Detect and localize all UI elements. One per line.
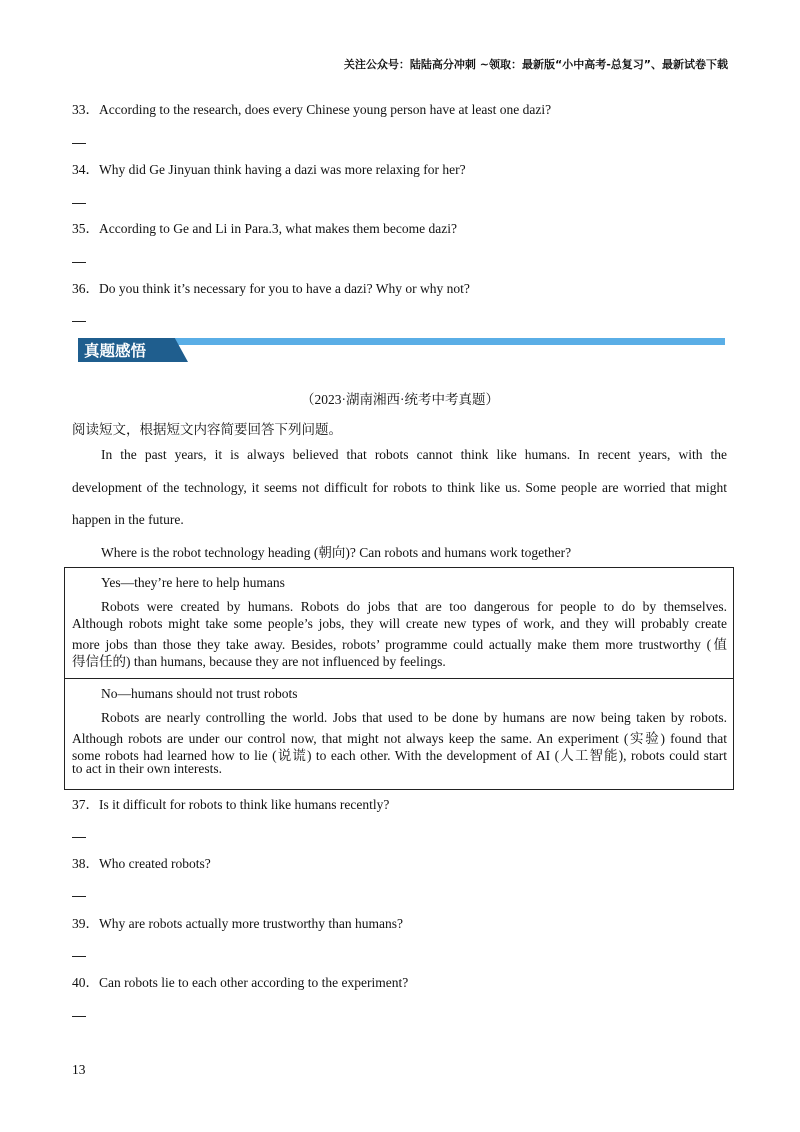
box-no-line-4: to act in their own interests. xyxy=(72,761,222,776)
box-yes-line-4: 得信任的) than humans, because they are not influenced by feelings. xyxy=(72,654,446,669)
box-yes-title: Yes—they’re here to help humans xyxy=(101,575,285,590)
answer-line-40[interactable] xyxy=(72,1016,86,1017)
question-38: 38．Who created robots? xyxy=(72,856,211,871)
intro-line-2: development of the technology, it seems not difficult for robots to think like us. Some people are worried that might xyxy=(72,480,727,495)
page-number: 13 xyxy=(72,1062,86,1077)
answer-line-33[interactable] xyxy=(72,143,86,144)
answer-line-37[interactable] xyxy=(72,837,86,838)
section-banner xyxy=(78,338,725,362)
box-no-title: No—humans should not trust robots xyxy=(101,686,298,701)
question-35: 35．According to Ge and Li in Para.3, what makes them become dazi? xyxy=(72,221,458,236)
question-36: 36．Do you think it’s necessary for you to have a dazi? Why or why not? xyxy=(72,281,470,296)
intro-line-1: In the past years, it is always believed that robots cannot think like humans. In recent years, with the xyxy=(101,447,727,462)
instruction: 阅读短文，根据短文内容简要回答下列问题。 xyxy=(72,422,342,437)
intro-line-3: happen in the future. xyxy=(72,512,184,527)
opinion-box-yes xyxy=(64,567,734,679)
answer-line-36[interactable] xyxy=(72,321,86,322)
opinion-box-no xyxy=(64,678,734,790)
box-yes-line-2: Although robots might take some people’s jobs, they will create new types of work, and they will probably create xyxy=(72,616,727,631)
box-yes-line-3: more jobs than those they take away. Besides, robots’ programme could actually make them more trustworthy (值 xyxy=(72,637,727,652)
box-no-line-2: Although robots are under our control now, that might not always keep the same. An experiment (实验) found that xyxy=(72,731,727,746)
question-33: 33．According to the research, does every Chinese young person have at least one dazi? xyxy=(72,102,552,117)
page-header: 关注公众号：陆陆高分冲刺 ~领取：最新版“小中高考-总复习”、最新试卷下载 xyxy=(343,58,728,71)
banner-label: 真题感悟 xyxy=(84,342,147,360)
question-37: 37．Is it difficult for robots to think like humans recently? xyxy=(72,797,390,812)
box-no-line-3: some robots had learned how to lie (说谎) to each other. With the development of AI (人工智能), robots could start xyxy=(72,748,727,763)
question-34: 34．Why did Ge Jinyuan think having a dazi was more relaxing for her? xyxy=(72,162,466,177)
answer-line-34[interactable] xyxy=(72,203,86,204)
answer-line-39[interactable] xyxy=(72,956,86,957)
answer-line-35[interactable] xyxy=(72,262,86,263)
box-no-line-1: Robots are nearly controlling the world. Jobs that used to be done by humans are now being taken by robots. xyxy=(101,710,727,725)
box-yes-line-1: Robots were created by humans. Robots do jobs that are too dangerous for people to do by themselves. xyxy=(101,599,727,614)
exam-source: （2023·湖南湘西·统考中考真题） xyxy=(301,392,499,407)
intro-line-4: Where is the robot technology heading (朝向)? Can robots and humans work together? xyxy=(101,545,572,560)
question-40: 40．Can robots lie to each other according to the experiment? xyxy=(72,975,409,990)
question-39: 39．Why are robots actually more trustworthy than humans? xyxy=(72,916,404,931)
answer-line-38[interactable] xyxy=(72,896,86,897)
